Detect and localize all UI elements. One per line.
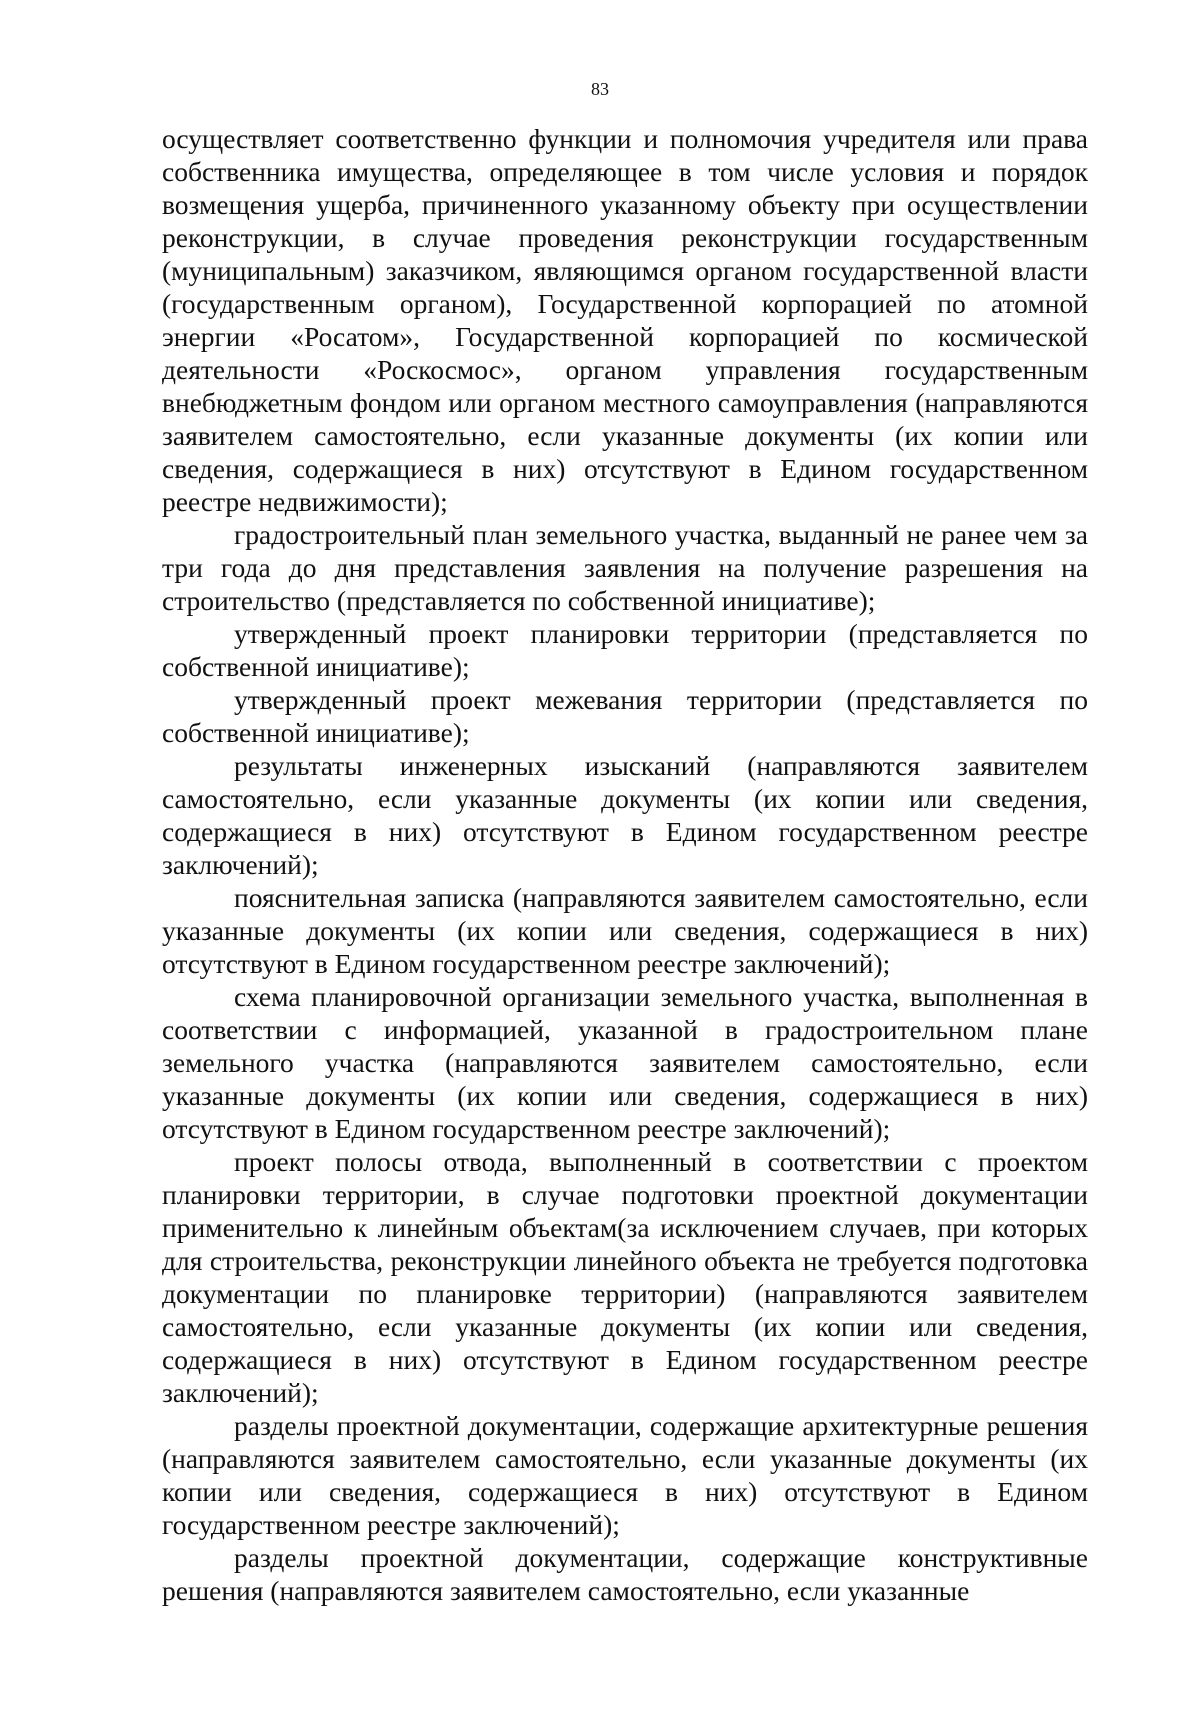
paragraph: утвержденный проект межевания территории (представляется по собственной инициативе); <box>162 684 1088 748</box>
paragraph: разделы проектной документации, содержащие архитектурные решения (направляются заявителем самостоятельно, если указанные документы (их копии или сведения, содержащиеся в них) отсутствуют в Едином государственном реестре заключений); <box>162 1410 1088 1540</box>
paragraph: разделы проектной документации, содержащие конструктивные решения (направляются заявителем самостоятельно, если указанные <box>162 1542 1088 1606</box>
paragraph: осуществляет соответственно функции и полномочия учредителя или права собственника имущества, определяющее в том числе условия и порядок возмещения ущерба, причиненного указанному объекту при осуществлении реконструкции, в случае проведения реконструкции государственным (муниципальным) заказчиком, являющимся органом государственной власти (государственным органом), Государственной корпорацией по атомной энергии «Росатом», Государственной корпорацией по космической деятельности «Роскосмос», органом управления государственным внебюджетным фондом или органом местного самоуправления (направляются заявителем самостоятельно, если указанные документы (их копии или сведения, содержащиеся в них) отсутствуют в Едином государственном реестре недвижимости); <box>162 123 1088 517</box>
paragraph: утвержденный проект планировки территории (представляется по собственной инициативе); <box>162 618 1088 682</box>
page-number: 83 <box>591 79 609 99</box>
paragraph: проект полосы отвода, выполненный в соответствии с проектом планировки территории, в случае подготовки проектной документации применительно к линейным объектам(за исключением случаев, при которых для строительства, реконструкции линейного объекта не требуется подготовка документации по планировке территории) (направляются заявителем самостоятельно, если указанные документы (их копии или сведения, содержащиеся в них) отсутствуют в Едином государственном реестре заключений); <box>162 1146 1088 1408</box>
document-body <box>162 122 1088 1607</box>
paragraph: пояснительная записка (направляются заявителем самостоятельно, если указанные документы (их копии или сведения, содержащиеся в них) отсутствуют в Едином государственном реестре заключений); <box>162 882 1088 979</box>
paragraph: результаты инженерных изысканий (направляются заявителем самостоятельно, если указанные документы (их копии или сведения, содержащиеся в них) отсутствуют в Едином государственном реестре заключений); <box>162 750 1088 880</box>
paragraph: схема планировочной организации земельного участка, выполненная в соответствии с информацией, указанной в градостроительном плане земельного участка (направляются заявителем самостоятельно, если указанные документы (их копии или сведения, содержащиеся в них) отсутствуют в Едином государственном реестре заключений); <box>162 981 1088 1144</box>
paragraph: градостроительный план земельного участка, выданный не ранее чем за три года до дня представления заявления на получение разрешения на строительство (представляется по собственной инициативе); <box>162 519 1088 616</box>
